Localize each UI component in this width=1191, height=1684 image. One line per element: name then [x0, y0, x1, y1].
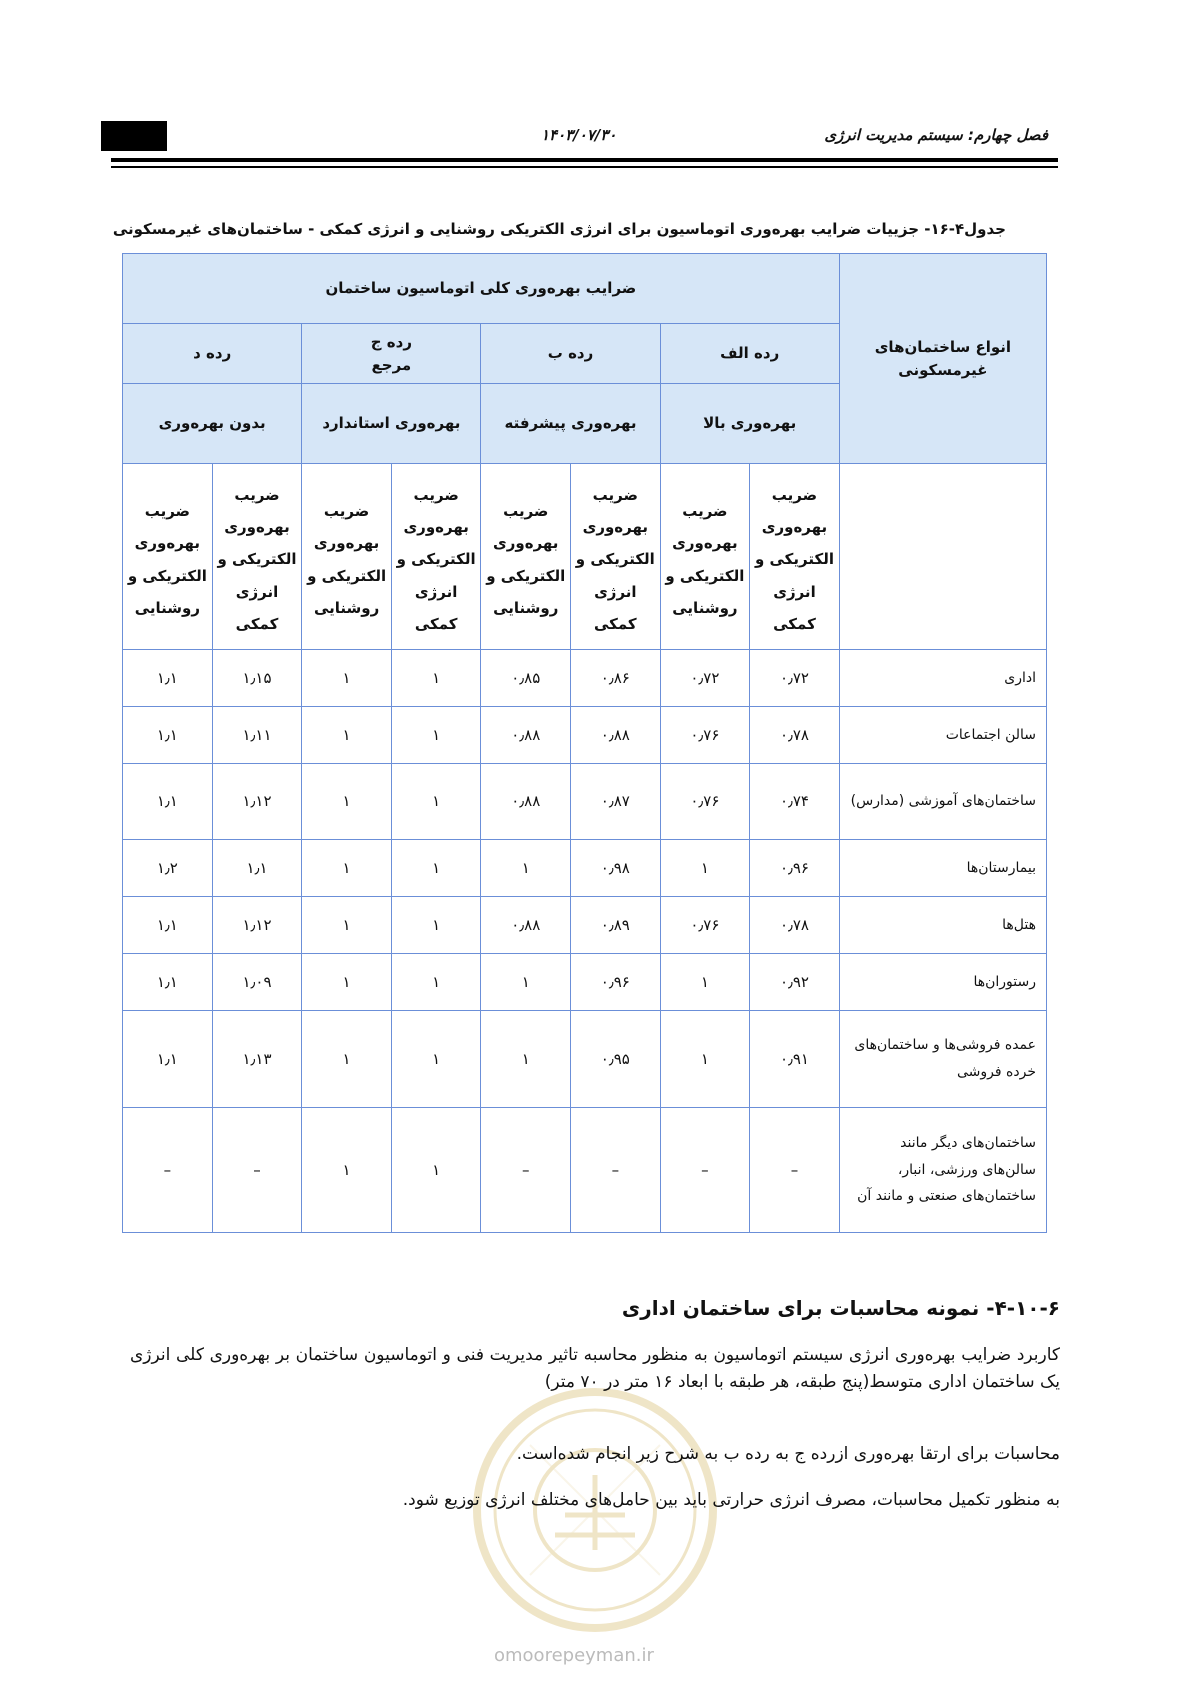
value-cell: ۱٫۲: [123, 840, 213, 897]
value-cell: ۰٫۹۶: [750, 840, 840, 897]
class-c-sub: مرجع: [371, 355, 412, 374]
value-cell: ۰٫۹۸: [571, 840, 661, 897]
building-name: عمده فروشی‌ها و ساختمان‌های خرده فروشی: [839, 1011, 1046, 1108]
header-rule-thick: [111, 158, 1058, 162]
value-cell: ۰٫۸۵: [481, 650, 571, 707]
table-row: [123, 707, 1047, 764]
value-cell: ۰٫۷۲: [660, 650, 750, 707]
site-watermark: omoorepeyman.ir: [494, 1645, 654, 1666]
value-cell: ۱٫۱۲: [212, 764, 302, 840]
paragraph-1: کاربرد ضرایب بهره‌وری انرژی سیستم اتوماسیون به منظور محاسبه تاثیر مدیریت فنی و اتوماسیون ساختمان بر بهره‌وری کلی انرژی یک ساختمان اداری متوسط(پنج طبقه، هر طبقه با ابعاد ۱۶ متر در ۷۰ متر): [130, 1345, 1060, 1393]
class-a-header: رده الف: [660, 324, 839, 384]
value-cell: ۱: [391, 840, 481, 897]
value-cell: ۰٫۷۲: [750, 650, 840, 707]
table-row: [123, 840, 1047, 897]
table-row: [123, 764, 1047, 840]
class-b-header: رده ب: [481, 324, 660, 384]
chapter-title: فصل چهارم: سیستم مدیریت انرژی: [824, 126, 1048, 144]
value-cell: ۰٫۸۸: [571, 707, 661, 764]
value-cell: ۱٫۱: [123, 650, 213, 707]
building-name: ساختمان‌های آموزشی (مدارس): [839, 764, 1046, 840]
col-aux-a: ضریب بهره‌وری الکتریکی و انرژی کمکی: [750, 464, 840, 650]
value-cell: ۱: [481, 840, 571, 897]
value-cell: ۱: [302, 897, 392, 954]
value-cell: ۰٫۸۸: [481, 764, 571, 840]
paragraph-3: به منظور تکمیل محاسبات، مصرف انرژی حرارتی باید بین حامل‌های مختلف انرژی توزیع شود.: [402, 1490, 1060, 1510]
building-name: اداری: [839, 650, 1046, 707]
value-cell: ۱٫۱: [123, 897, 213, 954]
value-cell: ۱: [391, 897, 481, 954]
value-cell: ۱: [391, 954, 481, 1011]
header-rule-thin: [111, 166, 1058, 168]
value-cell: ۱: [481, 1011, 571, 1108]
class-d-efficiency: بدون بهره‌وری: [123, 384, 302, 464]
value-cell: ۰٫۸۸: [481, 897, 571, 954]
value-cell: ۱٫۱: [123, 707, 213, 764]
value-cell: ۱: [481, 954, 571, 1011]
value-cell: ۱٫۱: [123, 764, 213, 840]
value-cell: ۱: [302, 707, 392, 764]
value-cell: ۰٫۸۷: [571, 764, 661, 840]
value-cell: ۰٫۸۶: [571, 650, 661, 707]
col-aux-c: ضریب بهره‌وری الکتریکی و انرژی کمکی: [391, 464, 481, 650]
header-date: ۱۴۰۳/۰۷/۳۰: [541, 126, 617, 144]
value-cell: ۱: [391, 1108, 481, 1233]
page-header: [101, 118, 1058, 176]
efficiency-table: [122, 253, 1047, 1233]
value-cell: ۱: [302, 1011, 392, 1108]
value-cell: ۰٫۷۴: [750, 764, 840, 840]
value-cell: ۰٫۹۲: [750, 954, 840, 1011]
col-light-a: ضریب بهره‌وری الکتریکی و روشنایی: [660, 464, 750, 650]
class-c-header: [302, 324, 481, 384]
table-row: [123, 1108, 1047, 1233]
building-name: رستوران‌ها: [839, 954, 1046, 1011]
value-cell: ۱٫۱: [123, 954, 213, 1011]
value-cell: –: [123, 1108, 213, 1233]
table-row: [123, 897, 1047, 954]
value-cell: ۱٫۱: [212, 840, 302, 897]
value-cell: ۱: [302, 840, 392, 897]
value-cell: ۰٫۷۶: [660, 764, 750, 840]
value-cell: ۰٫۷۶: [660, 707, 750, 764]
value-cell: ۱: [660, 954, 750, 1011]
value-cell: ۰٫۸۹: [571, 897, 661, 954]
table-row: [123, 650, 1047, 707]
value-cell: ۱: [660, 1011, 750, 1108]
value-cell: ۱٫۱۳: [212, 1011, 302, 1108]
value-cell: ۱٫۰۹: [212, 954, 302, 1011]
value-cell: –: [571, 1108, 661, 1233]
building-name: ساختمان‌های دیگر مانند سالن‌های ورزشی، انبار، ساختمان‌های صنعتی و مانند آن: [839, 1108, 1046, 1233]
value-cell: ۰٫۷۸: [750, 897, 840, 954]
value-cell: ۰٫۹۵: [571, 1011, 661, 1108]
class-c-name: رده ج: [370, 333, 412, 351]
building-name: هتل‌ها: [839, 897, 1046, 954]
subheader-blank: [839, 464, 1046, 650]
building-name: بیمارستان‌ها: [839, 840, 1046, 897]
page-number-box: [101, 121, 167, 151]
col-aux-d: ضریب بهره‌وری الکتریکی و انرژی کمکی: [212, 464, 302, 650]
paragraph-2: محاسبات برای ارتقا بهره‌وری ازرده ج به رده ب به شرح زیر انجام شده‌است.: [516, 1444, 1060, 1464]
value-cell: –: [660, 1108, 750, 1233]
value-cell: ۰٫۸۸: [481, 707, 571, 764]
value-cell: –: [750, 1108, 840, 1233]
value-cell: ۰٫۷۶: [660, 897, 750, 954]
value-cell: ۱: [302, 650, 392, 707]
col-light-d: ضریب بهره‌وری الکتریکی و روشنایی: [123, 464, 213, 650]
building-types-header: انواع ساختمان‌های غیرمسکونی: [839, 254, 1046, 464]
building-name: سالن اجتماعات: [839, 707, 1046, 764]
value-cell: –: [481, 1108, 571, 1233]
value-cell: ۰٫۹۶: [571, 954, 661, 1011]
class-a-efficiency: بهره‌وری بالا: [660, 384, 839, 464]
col-light-b: ضریب بهره‌وری الکتریکی و روشنایی: [481, 464, 571, 650]
value-cell: ۱٫۱۲: [212, 897, 302, 954]
value-cell: ۱: [302, 954, 392, 1011]
class-c-efficiency: بهره‌وری استاندارد: [302, 384, 481, 464]
value-cell: ۱: [391, 764, 481, 840]
value-cell: ۰٫۷۸: [750, 707, 840, 764]
value-cell: ۱: [302, 764, 392, 840]
value-cell: ۱: [660, 840, 750, 897]
value-cell: ۰٫۹۱: [750, 1011, 840, 1108]
value-cell: ۱: [391, 1011, 481, 1108]
section-title: ۴-۱۰-۶- نمونه محاسبات برای ساختمان اداری: [621, 1296, 1060, 1320]
overall-header: ضرایب بهره‌وری کلی اتوماسیون ساختمان: [123, 254, 840, 324]
class-b-efficiency: بهره‌وری پیشرفته: [481, 384, 660, 464]
col-light-c: ضریب بهره‌وری الکتریکی و روشنایی: [302, 464, 392, 650]
value-cell: ۱٫۱۱: [212, 707, 302, 764]
class-d-header: رده د: [123, 324, 302, 384]
value-cell: ۱٫۱: [123, 1011, 213, 1108]
value-cell: ۱: [302, 1108, 392, 1233]
table-row: [123, 1011, 1047, 1108]
value-cell: ۱: [391, 650, 481, 707]
value-cell: ۱٫۱۵: [212, 650, 302, 707]
value-cell: –: [212, 1108, 302, 1233]
table-row: [123, 954, 1047, 1011]
value-cell: ۱: [391, 707, 481, 764]
col-aux-b: ضریب بهره‌وری الکتریکی و انرژی کمکی: [571, 464, 661, 650]
table-caption: جدول۴-۱۶- جزییات ضرایب بهره‌وری اتوماسیون برای انرژی الکتریکی روشنایی و انرژی کمکی - ساختمان‌های غیرمسکونی: [112, 220, 1006, 238]
